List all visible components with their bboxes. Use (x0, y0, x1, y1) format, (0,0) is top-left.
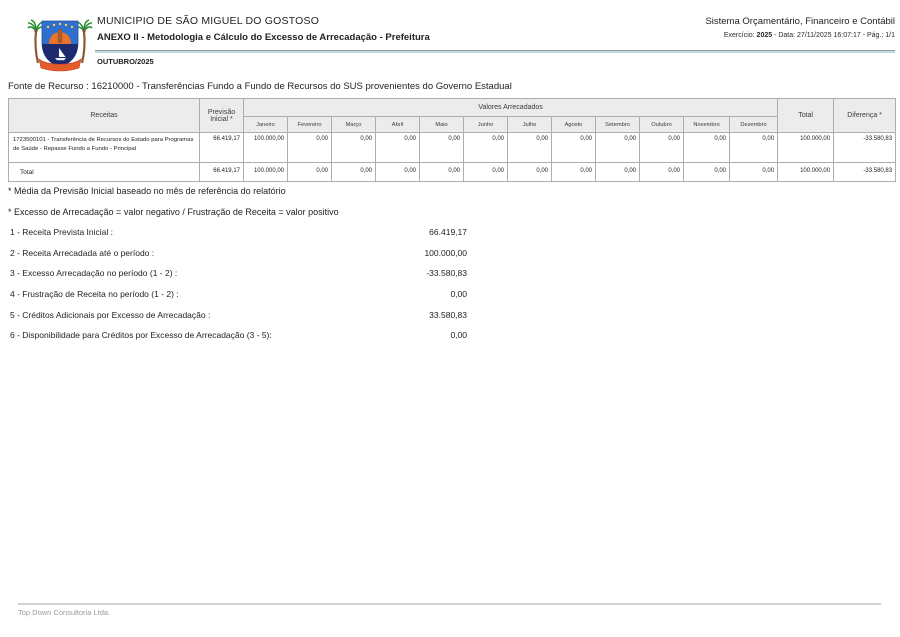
month-header-agosto: Agosto (552, 117, 596, 133)
report-period: OUTUBRO/2025 (97, 57, 154, 66)
table-header-row-1 (9, 99, 896, 117)
summary-item-value: 0,00 (450, 330, 467, 341)
revenue-month-value: 0,00 (376, 133, 420, 163)
total-month-value: 0,00 (596, 163, 640, 182)
total-month-value: 100.000,00 (244, 163, 288, 182)
month-header-setembro: Setembro (596, 117, 640, 133)
summary-item-value: -33.580,83 (426, 268, 467, 279)
month-header-julho: Julho (508, 117, 552, 133)
month-header-outubro: Outubro (640, 117, 684, 133)
total-row-label: Total (9, 163, 200, 182)
header-left (97, 15, 430, 43)
col-header-total: Total (778, 99, 834, 133)
revenue-month-value: 0,00 (684, 133, 730, 163)
revenue-month-value: 0,00 (420, 133, 464, 163)
summary-item (10, 289, 467, 310)
month-header-marco: Março (332, 117, 376, 133)
col-header-previsao-inicial: Previsão Inicial * (200, 99, 244, 133)
exercise-label: Exercício: (723, 32, 755, 39)
note-excesso-frustracao: * Excesso de Arrecadação = valor negativo / Frustração de Receita = valor positivo (8, 207, 339, 217)
revenue-month-value: 0,00 (508, 133, 552, 163)
month-header-novembro: Novembro (684, 117, 730, 133)
summary-item-value: 66.419,17 (429, 227, 467, 237)
revenue-total: 100.000,00 (778, 133, 834, 163)
header-divider (95, 50, 895, 53)
summary-item-label: 3 - Excesso Arrecadação no período (1 - 2) : (10, 268, 178, 279)
summary-item-value: 33.580,83 (429, 309, 467, 320)
municipality-name: MUNICIPIO DE SÃO MIGUEL DO GOSTOSO (97, 15, 320, 27)
summary-item (10, 248, 467, 269)
revenue-previsao: 66.419,17 (200, 133, 244, 163)
total-total: 100.000,00 (778, 163, 834, 182)
summary-item (10, 310, 467, 331)
revenue-month-value: 0,00 (332, 133, 376, 163)
total-month-value: 0,00 (376, 163, 420, 182)
revenue-description: 1723500101 - Transferência de Recursos do Estado para Programas de Saúde - Repasse Fundo a Fundo - Principal (9, 133, 200, 163)
summary-item-label: 5 - Créditos Adicionais por Excesso de Arrecadação : (10, 309, 211, 320)
note-media-previsao: * Média da Previsão Inicial baseado no mês de referência do relatório (8, 186, 286, 196)
total-month-value: 0,00 (730, 163, 778, 182)
total-month-value: 0,00 (552, 163, 596, 182)
total-month-value: 0,00 (420, 163, 464, 182)
footer-divider (18, 603, 881, 605)
month-header-abril: Abril (376, 117, 420, 133)
revenue-month-value: 0,00 (730, 133, 778, 163)
summary-item-label: 4 - Frustração de Receita no período (1 - 2) : (10, 289, 179, 300)
month-header-fevereiro: Fevereiro (288, 117, 332, 133)
total-previsao: 66.419,17 (200, 163, 244, 182)
summary-item (10, 227, 467, 248)
revenue-row (9, 133, 896, 163)
total-month-value: 0,00 (508, 163, 552, 182)
municipal-coat-of-arms-logo (27, 9, 93, 78)
footer-company-name: Top Down Consultoria Ltda. (18, 608, 111, 617)
summary-item-label: 6 - Disponibilidade para Créditos por Excesso de Arrecadação (3 - 5): (10, 330, 272, 341)
revenue-month-value: 0,00 (288, 133, 332, 163)
date-page-info: - Data: 27/11/2025 16:07:17 - Pág.: 1/1 (772, 32, 895, 39)
report-meta (705, 32, 895, 39)
total-month-value: 0,00 (684, 163, 730, 182)
summary-item-label: 2 - Receita Arrecadada até o período : (10, 247, 155, 258)
month-header-janeiro: Janeiro (244, 117, 288, 133)
revenue-month-value: 0,00 (596, 133, 640, 163)
month-header-dezembro: Dezembro (730, 117, 778, 133)
revenue-month-value: 0,00 (552, 133, 596, 163)
total-row (9, 163, 896, 182)
month-header-junho: Junho (464, 117, 508, 133)
summary-item-value: 0,00 (450, 289, 467, 300)
total-month-value: 0,00 (464, 163, 508, 182)
coat-of-arms-icon (27, 9, 93, 73)
report-title: ANEXO II - Metodologia e Cálculo do Excesso de Arrecadação - Prefeitura (97, 32, 430, 43)
arrecadacao-table (8, 98, 896, 182)
revenue-month-value: 100.000,00 (244, 133, 288, 163)
total-diferenca: -33.580,83 (834, 163, 896, 182)
summary-list (10, 227, 467, 351)
summary-item (10, 330, 467, 351)
total-month-value: 0,00 (640, 163, 684, 182)
summary-item (10, 268, 467, 289)
revenue-diferenca: -33.580,83 (834, 133, 896, 163)
total-month-value: 0,00 (332, 163, 376, 182)
header-right (705, 16, 895, 39)
revenue-month-value: 0,00 (464, 133, 508, 163)
funding-source-line: Fonte de Recurso : 16210000 - Transferências Fundo a Fundo de Recursos do SUS provenientes do Governo Estadual (8, 81, 512, 92)
summary-item-label: 1 - Receita Prevista Inicial : (10, 227, 113, 237)
month-header-maio: Maio (420, 117, 464, 133)
col-header-valores-arrecadados: Valores Arrecadados (244, 99, 778, 117)
total-month-value: 0,00 (288, 163, 332, 182)
col-header-receitas: Receitas (9, 99, 200, 133)
exercise-value: 2025 (754, 32, 773, 39)
system-name: Sistema Orçamentário, Financeiro e Contábil (705, 16, 895, 27)
summary-item-value: 100.000,00 (424, 247, 467, 258)
col-header-diferenca: Diferença * (834, 99, 896, 133)
revenue-month-value: 0,00 (640, 133, 684, 163)
